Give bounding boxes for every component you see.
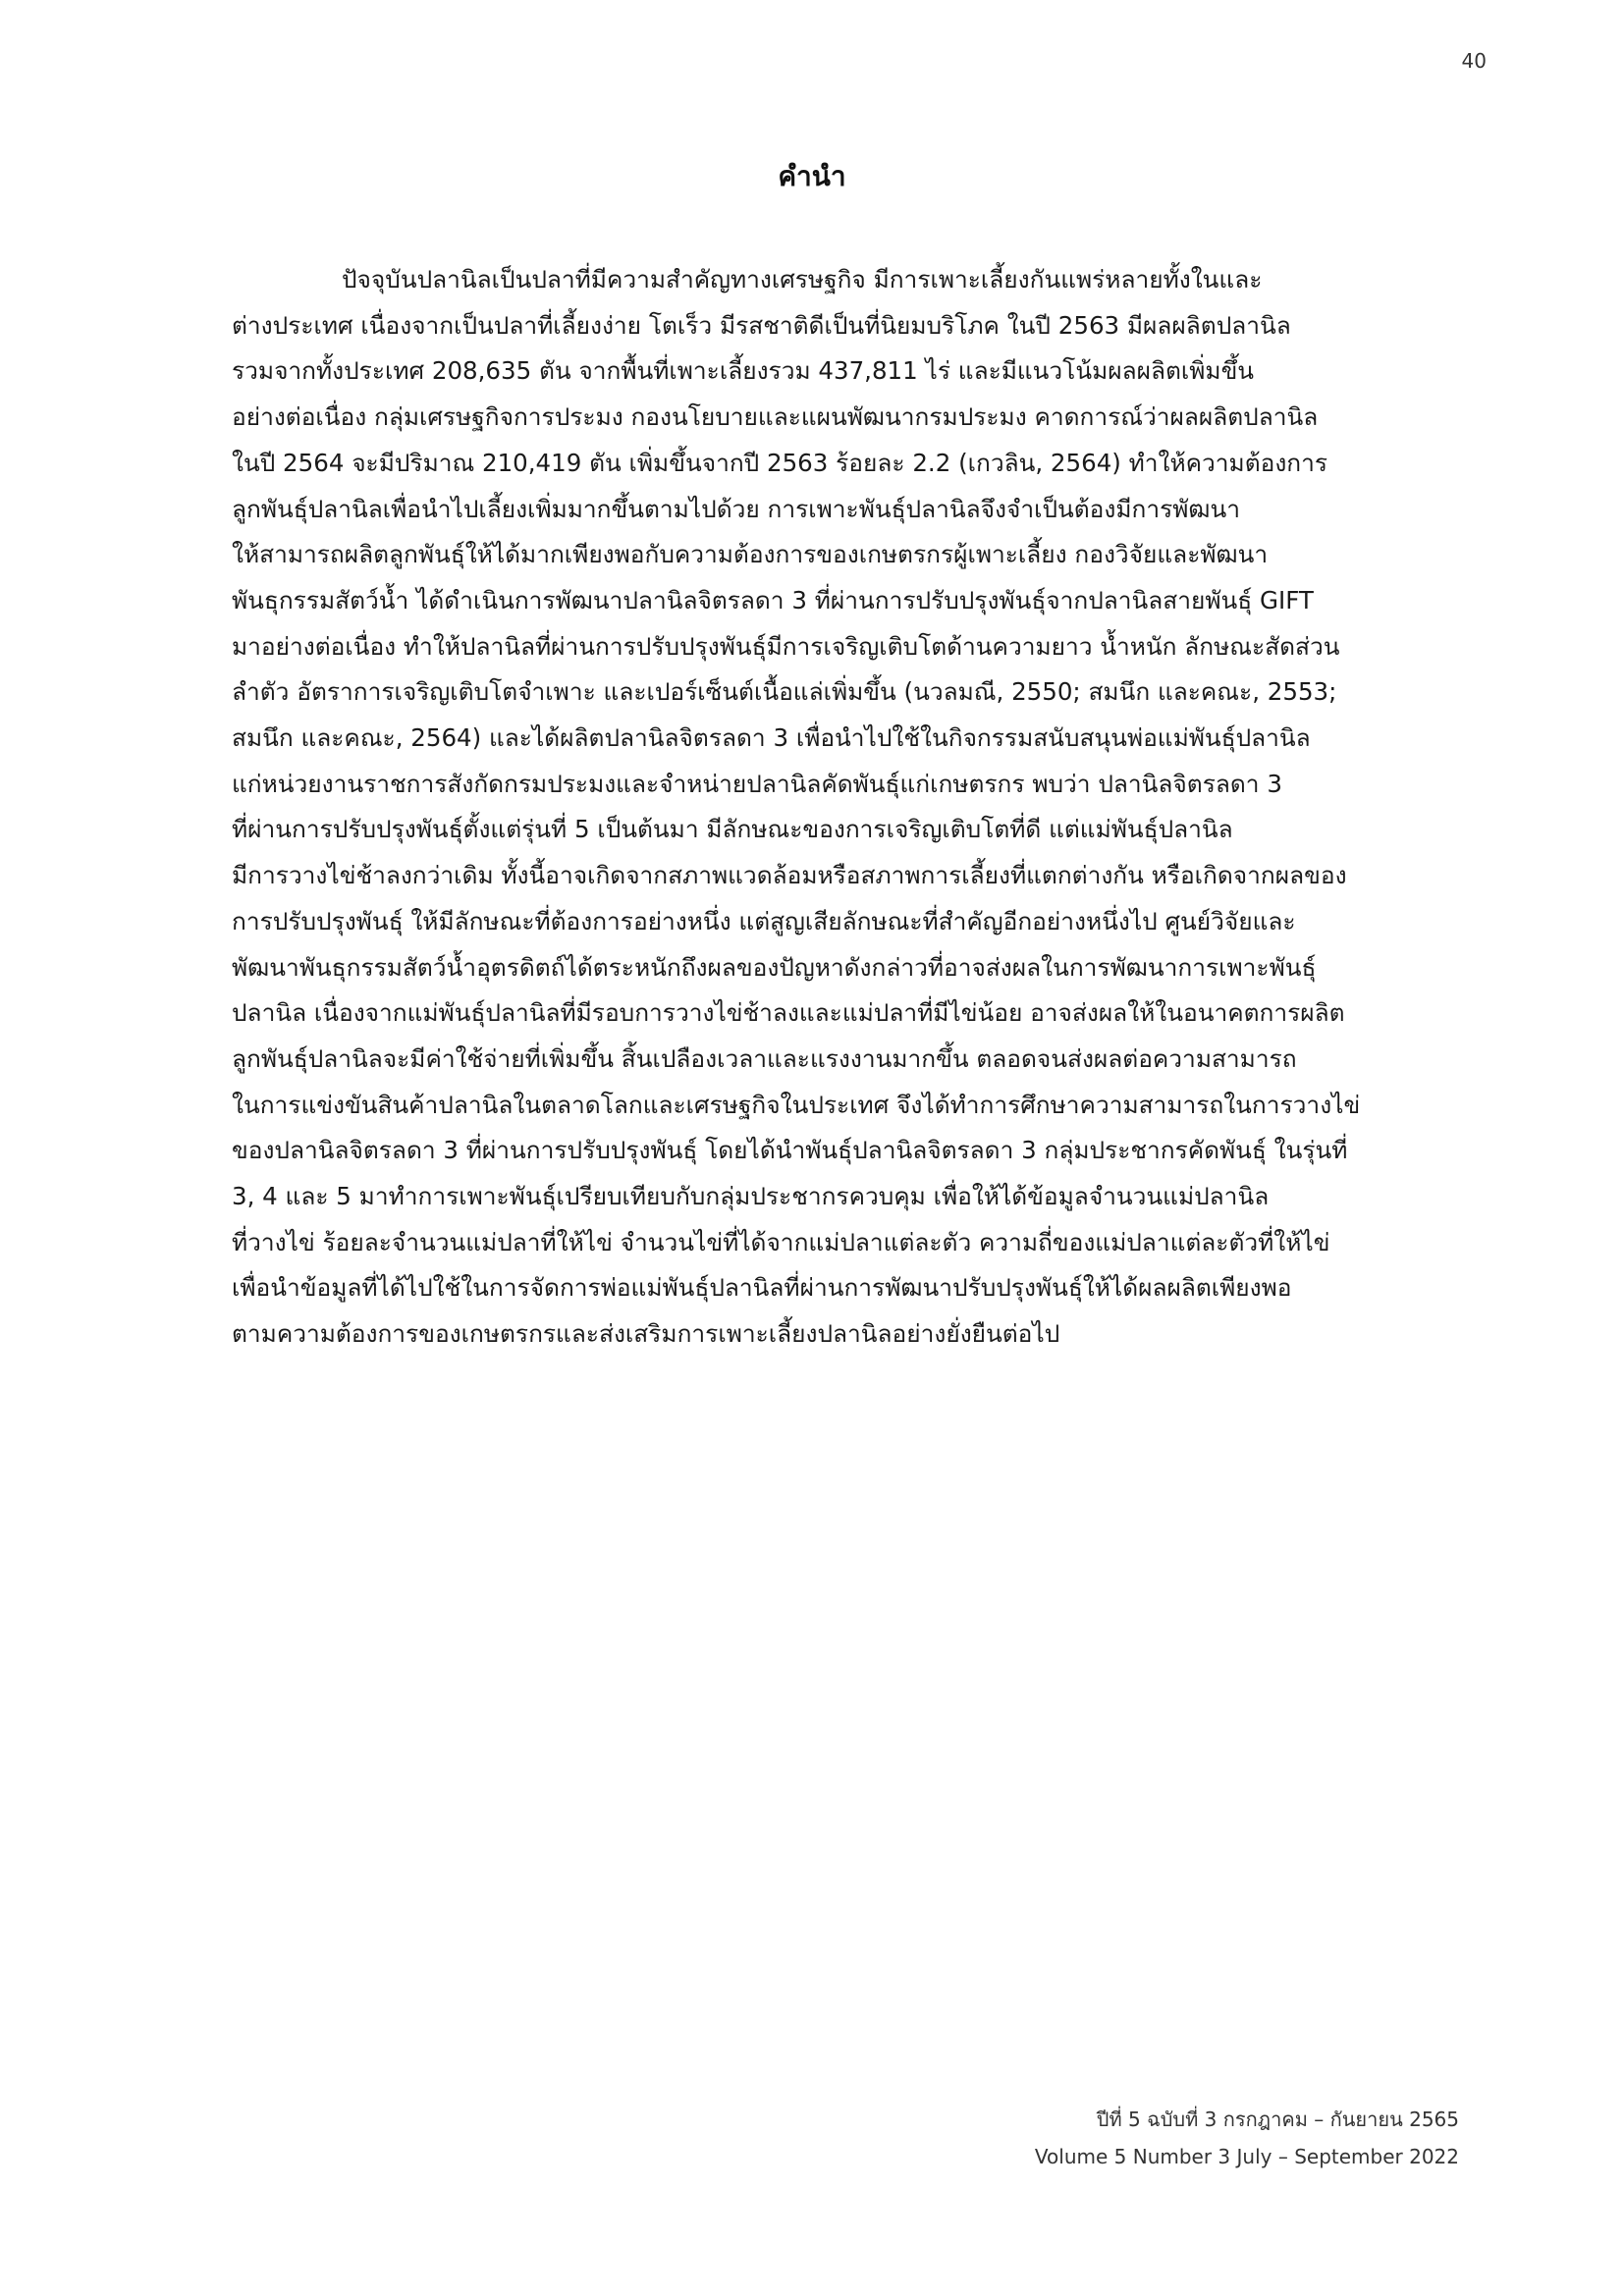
body-line: แก่หน่วยงานราชการสังกัดกรมประมงและจำหน่ายปลานิลคัดพันธุ์แก่เกษตรกร พบว่า ปลานิลจิตรลดา 3 xyxy=(232,769,1282,798)
footer-english-issue: Volume 5 Number 3 July – September 2022 xyxy=(1034,2145,1459,2168)
body-paragraph xyxy=(232,257,1459,1358)
body-line: ปลานิล เนื่องจากแม่พันธุ์ปลานิลที่มีรอบการวางไข่ช้าลงและแม่ปลาที่มีไข่น้อย อาจส่งผลให้ในอนาคตการผลิต xyxy=(232,998,1345,1028)
body-line: ที่ผ่านการปรับปรุงพันธุ์ตั้งแต่รุ่นที่ 5 เป็นต้นมา มีลักษณะของการเจริญเติบโตที่ดี แต่แม่พันธุ์ปลานิล xyxy=(232,815,1233,844)
footer-thai-issue: ปีที่ 5 ฉบับที่ 3 กรกฎาคม – กันยายน 2565 xyxy=(1096,2108,1459,2131)
body-line: มาอย่างต่อเนื่อง ทำให้ปลานิลที่ผ่านการปรับปรุงพันธุ์มีการเจริญเติบโตด้านความยาว น้ำหนัก ลักษณะสัดส่วน xyxy=(232,631,1340,661)
page-title: คำนำ xyxy=(778,160,846,192)
body-line: สมนึก และคณะ, 2564) และได้ผลิตปลานิลจิตรลดา 3 เพื่อนำไปใช้ในกิจกรรมสนับสนุนพ่อแม่พันธุ์ปลานิล xyxy=(232,723,1311,753)
body-line: พัฒนาพันธุกรรมสัตว์น้ำอุตรดิตถ์ได้ตระหนักถึงผลของปัญหาดังกล่าวที่อาจส่งผลในการพัฒนาการเพาะพันธุ์ xyxy=(232,952,1317,982)
body-line: ลำตัว อัตราการเจริญเติบโตจำเพาะ และเปอร์เซ็นต์เนื้อแล่เพิ่มขึ้น (นวลมณี, 2550; สมนึก และคณะ, 2553; xyxy=(232,677,1337,707)
body-line: ลูกพันธุ์ปลานิลจะมีค่าใช้จ่ายที่เพิ่มขึ้น สิ้นเปลืองเวลาและแรงงานมากขึ้น ตลอดจนส่งผลต่อความสามารถ xyxy=(232,1043,1297,1073)
body-line: ของปลานิลจิตรลดา 3 ที่ผ่านการปรับปรุงพันธุ์ โดยได้นำพันธุ์ปลานิลจิตรลดา 3 กลุ่มประชากรคัดพันธุ์ ในรุ่นที่ xyxy=(232,1136,1348,1165)
body-line: ที่วางไข่ ร้อยละจำนวนแม่ปลาที่ให้ไข่ จำนวนไข่ที่ได้จากแม่ปลาแต่ละตัว ความถี่ของแม่ปลาแต่ละตัวที่ให้ไข่ xyxy=(232,1227,1330,1256)
body-line: พันธุกรรมสัตว์น้ำ ได้ดำเนินการพัฒนาปลานิลจิตรลดา 3 ที่ผ่านการปรับปรุงพันธุ์จากปลานิลสายพันธุ์ GIFT xyxy=(232,585,1314,614)
body-line: ตามความต้องการของเกษตรกรและส่งเสริมการเพาะเลี้ยงปลานิลอย่างยั่งยืนต่อไป xyxy=(232,1319,1060,1349)
body-line: อย่างต่อเนื่อง กลุ่มเศรษฐกิจการประมง กองนโยบายและแผนพัฒนากรมประมง คาดการณ์ว่าผลผลิตปลานิล xyxy=(232,402,1319,432)
body-line: 3, 4 และ 5 มาทำการเพาะพันธุ์เปรียบเทียบกับกลุ่มประชากรควบคุม เพื่อให้ได้ข้อมูลจำนวนแม่ปลานิล xyxy=(232,1182,1270,1211)
body-line: ปัจจุบันปลานิลเป็นปลาที่มีความสำคัญทางเศรษฐกิจ มีการเพาะเลี้ยงกันแพร่หลายทั้งในและ xyxy=(342,265,1263,294)
body-line: เพื่อนำข้อมูลที่ได้ไปใช้ในการจัดการพ่อแม่พันธุ์ปลานิลที่ผ่านการพัฒนาปรับปรุงพันธุ์ให้ได้ผลผลิตเพียงพอ xyxy=(232,1273,1292,1303)
page-number: 40 xyxy=(1461,49,1487,73)
body-line: การปรับปรุงพันธุ์ ให้มีลักษณะที่ต้องการอย่างหนึ่ง แต่สูญเสียลักษณะที่สำคัญอีกอย่างหนึ่งไป ศูนย์วิจัยและ xyxy=(232,906,1296,935)
journal-footer xyxy=(1035,2101,1459,2175)
body-line: มีการวางไข่ช้าลงกว่าเดิม ทั้งนี้อาจเกิดจากสภาพแวดล้อมหรือสภาพการเลี้ยงที่แตกต่างกัน หรือเกิดจากผลของ xyxy=(232,861,1347,890)
body-line: รวมจากทั้งประเทศ 208,635 ตัน จากพื้นที่เพาะเลี้ยงรวม 437,811 ไร่ และมีแนวโน้มผลผลิตเพิ่มขึ้น xyxy=(232,356,1255,386)
body-line: ในการแข่งขันสินค้าปลานิลในตลาดโลกและเศรษฐกิจในประเทศ จึงได้ทำการศึกษาความสามารถในการวางไข่ xyxy=(232,1090,1361,1119)
body-line: ให้สามารถผลิตลูกพันธุ์ให้ได้มากเพียงพอกับความต้องการของเกษตรกรผู้เพาะเลี้ยง กองวิจัยและพัฒนา xyxy=(232,540,1269,569)
body-line: ลูกพันธุ์ปลานิลเพื่อนำไปเลี้ยงเพิ่มมากขึ้นตามไปด้วย การเพาะพันธุ์ปลานิลจึงจำเป็นต้องมีการพัฒนา xyxy=(232,494,1241,523)
body-line: ต่างประเทศ เนื่องจากเป็นปลาที่เลี้ยงง่าย โตเร็ว มีรสชาติดีเป็นที่นิยมบริโภค ในปี 2563 มีผลผลิตปลานิล xyxy=(232,310,1291,340)
body-line: ในปี 2564 จะมีปริมาณ 210,419 ตัน เพิ่มขึ้นจากปี 2563 ร้อยละ 2.2 (เกวลิน, 2564) ทำให้ความต้องการ xyxy=(232,448,1328,477)
